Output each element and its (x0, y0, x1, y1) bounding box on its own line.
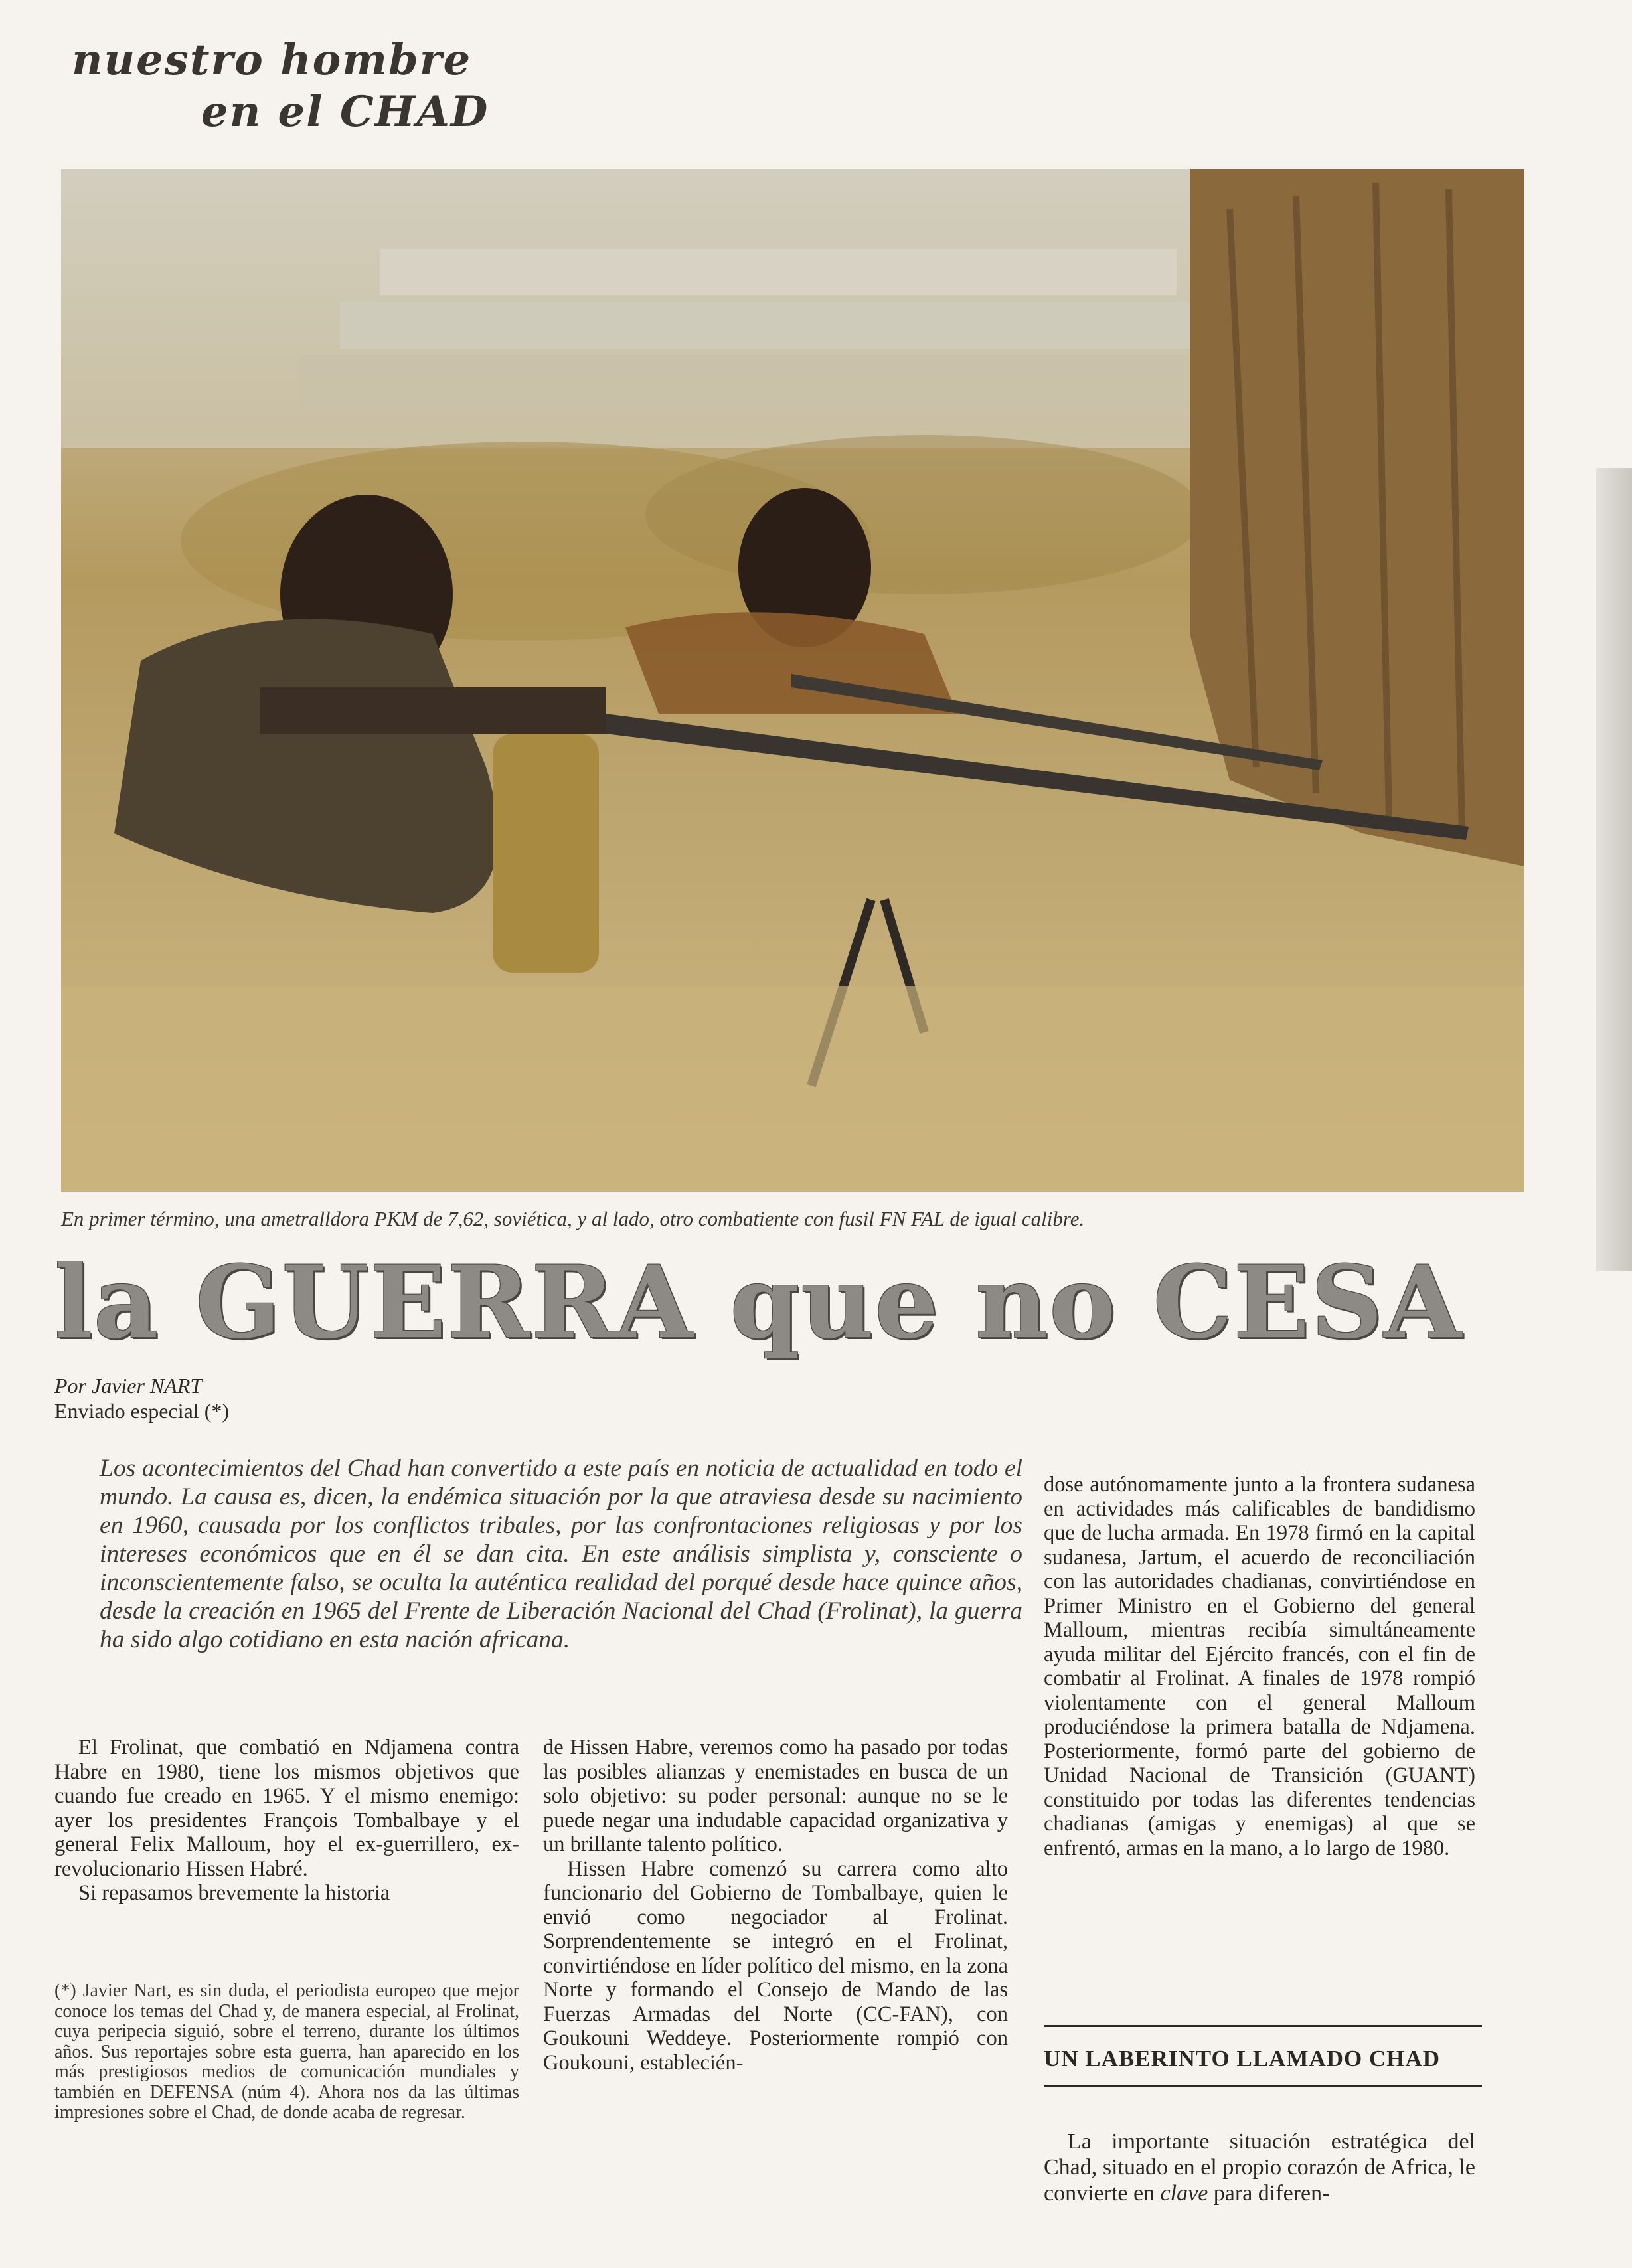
paragraph: dose autónomamente junto a la frontera sudanesa en actividades más calificables de bandidismo que de lucha armada. En 1978 firmó en la capital sudanesa, Jartum, el acuerdo de reconciliación con las autoridades chadianas, convirtiéndose en Primer Ministro en el Gobierno del general Malloum, mientras recibía simultáneamente ayuda militar del Ejército francés, con el fin de combatir al Frolinat. A finales de 1978 rompió violentamente con el general Malloum produciéndose la primera batalla de Ndjamena. Posteriormente, formó parte del gobierno de Unidad Nacional de Transición (GUANT) constituido por todas las diferentes tendencias chadianas (amigas y enemigas) al que se enfrentó, armas en la mano, a lo largo de 1980. (1044, 1473, 1475, 1860)
kicker-line-2: en el CHAD (201, 87, 489, 137)
body-column-2 (543, 1736, 1008, 2075)
kicker (72, 35, 489, 138)
headline: la GUERRA que no CESA (54, 1244, 1463, 1361)
paragraph: El Frolinat, que combatió en Ndjamena contra Habre en 1980, tiene los mismos objetivos que cuando fue creado en 1965. Y el mismo enemigo: ayer los presidentes François Tombalbaye y el general Felix Malloum, hoy el ex-guerrillero, ex-revolucionario Hissen Habré. (54, 1736, 519, 1881)
photo-illustration (61, 169, 1524, 1192)
photo-caption: En primer término, una ametralldora PKM de 7,62, soviética, y al lado, otro combatiente con fusil FN FAL de igual calibre. (61, 1207, 1085, 1230)
body-column-1 (54, 1736, 519, 1905)
byline-role: Enviado especial (*) (54, 1399, 229, 1423)
emphasis: clave (1160, 2181, 1208, 2206)
paragraph: Si repasamos brevemente la historia (78, 1881, 390, 1905)
paragraph (1044, 2129, 1475, 2206)
text-run: para diferen- (1208, 2181, 1330, 2206)
footnote: (*) Javier Nart, es sin duda, el periodista europeo que mejor conoce los temas del Chad y, de manera especial, al Frolinat, cuya peripecia siguió, sobre el terreno, durante los últimos años. Sus reportajes sobre esta guerra, han aparecido en los más prestigiosos medios de comunicación mundiales y también en DEFENSA (núm 4). Ahora nos da las últimas impresiones sobre el Chad, de donde acaba de regresar. (54, 1981, 519, 2123)
adjacent-page-edge (1596, 468, 1632, 1271)
photo (61, 169, 1524, 1192)
body-column-3 (1044, 1473, 1475, 1860)
lead-paragraph: Los acontecimientos del Chad han convertido a este país en noticia de actualidad en todo el mundo. La causa es, dicen, la endémica situación por la que atraviesa desde su nacimiento en 1960, causada por los conflictos tribales, por las confrontaciones religiosas y por los intereses económicos que en él se dan cita. En este análisis simplista y, consciente o inconscientemente falso, se oculta la auténtica realidad del porqué desde hace quince años, desde la creación en 1965 del Frente de Liberación Nacional del Chad (Frolinat), la guerra ha sido algo cotidiano en esta nación africana. (100, 1455, 1022, 1653)
byline (54, 1373, 229, 1423)
text-run: La importante situación estratégica del Chad, situado en el propio corazón de Africa, le convierte en (1044, 2129, 1475, 2206)
byline-author: Por Javier NART (54, 1374, 203, 1398)
body-column-3-continued (1044, 2129, 1475, 2206)
paragraph: de Hissen Habre, veremos como ha pasado por todas las posibles alianzas y enemistades en busca de un solo objetivo: su poder personal: aunque no se le puede negar una indudable capacidad organizativa y un brillante talento político. (543, 1736, 1008, 1856)
paragraph: Hissen Habre comenzó su carrera como alto funcionario del Gobierno de Tombalbaye, quien le envió como negociador al Frolinat. Sorprendentemente se integró en el Frolinat, convirtiéndose en líder político del mismo, en la zona Norte y formando el Consejo de Mando de las Fuerzas Armadas del Norte (CC-FAN), con Goukouni Weddeye. Posteriormente rompió con Goukouni, establecién- (543, 1856, 1008, 2075)
section-heading: UN LABERINTO LLAMADO CHAD (1044, 2025, 1482, 2087)
kicker-line-1: nuestro hombre (72, 35, 472, 85)
